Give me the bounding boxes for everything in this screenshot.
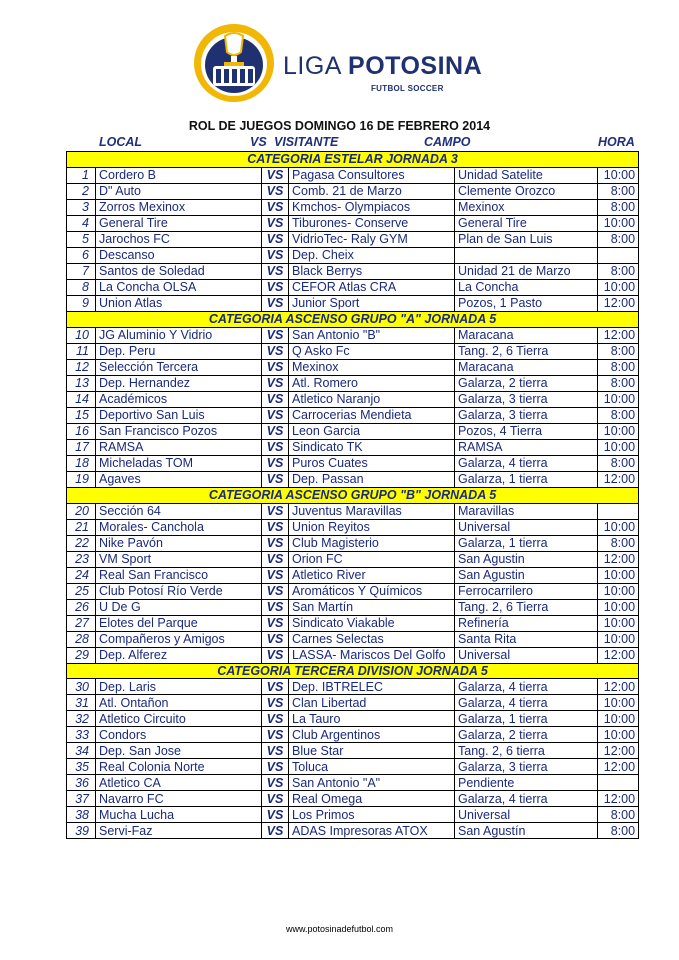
column-header-vs: VS	[250, 135, 267, 149]
vs-label: VS	[262, 679, 289, 695]
table-row	[67, 391, 639, 407]
field-name: Galarza, 1 tierra	[455, 535, 598, 551]
field-name: Pozos, 4 Tierra	[455, 423, 598, 439]
game-number: 16	[67, 423, 96, 439]
category-title: CATEGORIA ASCENSO GRUPO "A" JORNADA 5	[67, 311, 639, 327]
field-name: San Agustin	[455, 551, 598, 567]
field-name: Tang. 2, 6 Tierra	[455, 599, 598, 615]
game-number: 33	[67, 727, 96, 743]
vs-label: VS	[262, 503, 289, 519]
game-number: 27	[67, 615, 96, 631]
category-title: CATEGORIA ASCENSO GRUPO "B" JORNADA 5	[67, 487, 639, 503]
game-number: 15	[67, 407, 96, 423]
vs-label: VS	[262, 519, 289, 535]
vs-label: VS	[262, 247, 289, 263]
vs-label: VS	[262, 471, 289, 487]
visiting-team: Toluca	[289, 759, 455, 775]
vs-label: VS	[262, 791, 289, 807]
local-team: Morales- Canchola	[96, 519, 262, 535]
visiting-team: Blue Star	[289, 743, 455, 759]
column-header-campo: CAMPO	[424, 135, 471, 149]
game-number: 28	[67, 631, 96, 647]
table-row	[67, 423, 639, 439]
stadium-trophy-logo-icon	[191, 22, 281, 104]
game-number: 1	[67, 167, 96, 183]
local-team: RAMSA	[96, 439, 262, 455]
kickoff-time: 12:00	[598, 647, 639, 663]
game-number: 21	[67, 519, 96, 535]
table-row	[67, 727, 639, 743]
vs-label: VS	[262, 183, 289, 199]
game-number: 10	[67, 327, 96, 343]
field-name: Ferrocarrilero	[455, 583, 598, 599]
kickoff-time: 12:00	[598, 295, 639, 311]
kickoff-time: 10:00	[598, 615, 639, 631]
field-name: RAMSA	[455, 439, 598, 455]
field-name: San Agustín	[455, 823, 598, 839]
local-team: Zorros Mexinox	[96, 199, 262, 215]
kickoff-time: 10:00	[598, 583, 639, 599]
game-number: 17	[67, 439, 96, 455]
table-row	[67, 439, 639, 455]
game-number: 18	[67, 455, 96, 471]
field-name: Galarza, 1 tierra	[455, 711, 598, 727]
field-name: Unidad 21 de Marzo	[455, 263, 598, 279]
column-header-hora: HORA	[598, 135, 635, 149]
field-name: Universal	[455, 807, 598, 823]
table-row	[67, 231, 639, 247]
game-number: 38	[67, 807, 96, 823]
vs-label: VS	[262, 775, 289, 791]
visiting-team: Carnes Selectas	[289, 631, 455, 647]
table-row	[67, 679, 639, 695]
field-name: Galarza, 4 tierra	[455, 791, 598, 807]
game-number: 20	[67, 503, 96, 519]
local-team: Micheladas TOM	[96, 455, 262, 471]
field-name: Pozos, 1 Pasto	[455, 295, 598, 311]
kickoff-time: 8:00	[598, 407, 639, 423]
local-team: Dep. Hernandez	[96, 375, 262, 391]
table-row	[67, 807, 639, 823]
game-number: 7	[67, 263, 96, 279]
visiting-team: San Martín	[289, 599, 455, 615]
field-name: Galarza, 2 tierra	[455, 727, 598, 743]
kickoff-time: 8:00	[598, 199, 639, 215]
visiting-team: Puros Cuates	[289, 455, 455, 471]
table-row	[67, 375, 639, 391]
local-team: Navarro FC	[96, 791, 262, 807]
table-row	[67, 455, 639, 471]
kickoff-time: 12:00	[598, 743, 639, 759]
visiting-team: Carrocerias Mendieta	[289, 407, 455, 423]
table-row	[67, 183, 639, 199]
field-name: Galarza, 4 tierra	[455, 679, 598, 695]
vs-label: VS	[262, 439, 289, 455]
kickoff-time: 10:00	[598, 631, 639, 647]
game-number: 2	[67, 183, 96, 199]
vs-label: VS	[262, 583, 289, 599]
kickoff-time: 12:00	[598, 327, 639, 343]
local-team: Descanso	[96, 247, 262, 263]
vs-label: VS	[262, 263, 289, 279]
local-team: Santos de Soledad	[96, 263, 262, 279]
vs-label: VS	[262, 807, 289, 823]
field-name: Plan de San Luis	[455, 231, 598, 247]
local-team: Condors	[96, 727, 262, 743]
vs-label: VS	[262, 391, 289, 407]
field-name: Galarza, 3 tierra	[455, 759, 598, 775]
kickoff-time: 10:00	[598, 567, 639, 583]
table-row	[67, 695, 639, 711]
local-team: Deportivo San Luis	[96, 407, 262, 423]
visiting-team: LASSA- Mariscos Del Golfo	[289, 647, 455, 663]
visiting-team: Q Asko Fc	[289, 343, 455, 359]
local-team: Elotes del Parque	[96, 615, 262, 631]
field-name: Refinería	[455, 615, 598, 631]
field-name: San Agustin	[455, 567, 598, 583]
vs-label: VS	[262, 823, 289, 839]
vs-label: VS	[262, 327, 289, 343]
game-number: 36	[67, 775, 96, 791]
visiting-team: Real Omega	[289, 791, 455, 807]
field-name: Universal	[455, 647, 598, 663]
field-name	[455, 247, 598, 263]
kickoff-time: 8:00	[598, 807, 639, 823]
league-logo	[191, 22, 491, 104]
local-team: Nike Pavón	[96, 535, 262, 551]
kickoff-time: 10:00	[598, 167, 639, 183]
kickoff-time: 10:00	[598, 695, 639, 711]
table-row	[67, 551, 639, 567]
vs-label: VS	[262, 743, 289, 759]
vs-label: VS	[262, 567, 289, 583]
local-team: Servi-Faz	[96, 823, 262, 839]
field-name: Galarza, 4 tierra	[455, 695, 598, 711]
game-number: 11	[67, 343, 96, 359]
field-name: Tang. 2, 6 tierra	[455, 743, 598, 759]
table-row	[67, 263, 639, 279]
local-team: VM Sport	[96, 551, 262, 567]
visiting-team: Pagasa Consultores	[289, 167, 455, 183]
field-name: Galarza, 2 tierra	[455, 375, 598, 391]
kickoff-time: 8:00	[598, 535, 639, 551]
field-name: Galarza, 3 tierra	[455, 391, 598, 407]
game-number: 8	[67, 279, 96, 295]
table-row	[67, 759, 639, 775]
schedule-table	[66, 151, 639, 839]
game-number: 14	[67, 391, 96, 407]
game-number: 13	[67, 375, 96, 391]
table-row	[67, 711, 639, 727]
visiting-team: Orion FC	[289, 551, 455, 567]
local-team: Dep. Laris	[96, 679, 262, 695]
local-team: General Tire	[96, 215, 262, 231]
local-team: Atletico Circuito	[96, 711, 262, 727]
local-team: Union Atlas	[96, 295, 262, 311]
visiting-team: Club Argentinos	[289, 727, 455, 743]
kickoff-time: 8:00	[598, 183, 639, 199]
table-row	[67, 743, 639, 759]
kickoff-time: 12:00	[598, 679, 639, 695]
table-row	[67, 407, 639, 423]
vs-label: VS	[262, 167, 289, 183]
game-number: 35	[67, 759, 96, 775]
table-row	[67, 775, 639, 791]
table-row	[67, 583, 639, 599]
kickoff-time: 8:00	[598, 343, 639, 359]
table-row	[67, 199, 639, 215]
field-name: Tang. 2, 6 Tierra	[455, 343, 598, 359]
visiting-team: Clan Libertad	[289, 695, 455, 711]
game-number: 23	[67, 551, 96, 567]
game-number: 4	[67, 215, 96, 231]
visiting-team: Dep. Passan	[289, 471, 455, 487]
vs-label: VS	[262, 199, 289, 215]
local-team: JG Aluminio Y Vidrio	[96, 327, 262, 343]
vs-label: VS	[262, 727, 289, 743]
vs-label: VS	[262, 535, 289, 551]
game-number: 39	[67, 823, 96, 839]
field-name: Galarza, 3 tierra	[455, 407, 598, 423]
vs-label: VS	[262, 647, 289, 663]
visiting-team: Los Primos	[289, 807, 455, 823]
vs-label: VS	[262, 695, 289, 711]
local-team: Jarochos FC	[96, 231, 262, 247]
table-row	[67, 823, 639, 839]
field-name: Unidad Satelite	[455, 167, 598, 183]
kickoff-time	[598, 503, 639, 519]
kickoff-time	[598, 247, 639, 263]
visiting-team: Juventus Maravillas	[289, 503, 455, 519]
kickoff-time: 10:00	[598, 279, 639, 295]
field-name: Clemente Orozco	[455, 183, 598, 199]
visiting-team: Comb. 21 de Marzo	[289, 183, 455, 199]
visiting-team: Tiburones- Conserve	[289, 215, 455, 231]
field-name: Pendiente	[455, 775, 598, 791]
game-number: 32	[67, 711, 96, 727]
game-number: 34	[67, 743, 96, 759]
local-team: Académicos	[96, 391, 262, 407]
local-team: U De G	[96, 599, 262, 615]
local-team: Real San Francisco	[96, 567, 262, 583]
visiting-team: La Tauro	[289, 711, 455, 727]
vs-label: VS	[262, 551, 289, 567]
vs-label: VS	[262, 231, 289, 247]
vs-label: VS	[262, 423, 289, 439]
visiting-team: Kmchos- Olympiacos	[289, 199, 455, 215]
brand-light: LIGA	[283, 52, 341, 80]
table-row	[67, 791, 639, 807]
vs-label: VS	[262, 343, 289, 359]
game-number: 26	[67, 599, 96, 615]
table-row	[67, 599, 639, 615]
brand-name	[283, 52, 482, 81]
local-team: San Francisco Pozos	[96, 423, 262, 439]
category-title: CATEGORIA TERCERA DIVISION JORNADA 5	[67, 663, 639, 679]
page-title: ROL DE JUEGOS DOMINGO 16 DE FEBRERO 2014	[188, 119, 491, 133]
field-name: Universal	[455, 519, 598, 535]
field-name: La Concha	[455, 279, 598, 295]
kickoff-time: 8:00	[598, 359, 639, 375]
local-team: Dep. San Jose	[96, 743, 262, 759]
visiting-team: Sindicato TK	[289, 439, 455, 455]
visiting-team: Sindicato Viakable	[289, 615, 455, 631]
column-header-local: LOCAL	[99, 135, 143, 149]
kickoff-time: 10:00	[598, 423, 639, 439]
table-row	[67, 247, 639, 263]
visiting-team: Atletico River	[289, 567, 455, 583]
category-header-row	[67, 311, 639, 327]
visiting-team: Dep. IBTRELEC	[289, 679, 455, 695]
kickoff-time: 8:00	[598, 823, 639, 839]
kickoff-time: 8:00	[598, 455, 639, 471]
vs-label: VS	[262, 711, 289, 727]
local-team: D" Auto	[96, 183, 262, 199]
table-row	[67, 343, 639, 359]
vs-label: VS	[262, 599, 289, 615]
visiting-team: Dep. Cheix	[289, 247, 455, 263]
game-number: 30	[67, 679, 96, 695]
column-header-visitante: VISITANTE	[274, 135, 339, 149]
game-number: 24	[67, 567, 96, 583]
visiting-team: Mexinox	[289, 359, 455, 375]
game-number: 31	[67, 695, 96, 711]
category-header-row	[67, 152, 639, 168]
kickoff-time: 10:00	[598, 711, 639, 727]
visiting-team: CEFOR Atlas CRA	[289, 279, 455, 295]
brand-bold: POTOSINA	[348, 52, 483, 80]
kickoff-time: 10:00	[598, 519, 639, 535]
kickoff-time: 12:00	[598, 551, 639, 567]
footer-url: www.potosinadefutbol.com	[285, 924, 394, 934]
vs-label: VS	[262, 455, 289, 471]
visiting-team: Union Reyitos	[289, 519, 455, 535]
field-name: Santa Rita	[455, 631, 598, 647]
table-row	[67, 215, 639, 231]
kickoff-time: 8:00	[598, 263, 639, 279]
visiting-team: Atletico Naranjo	[289, 391, 455, 407]
local-team: Dep. Alferez	[96, 647, 262, 663]
vs-label: VS	[262, 359, 289, 375]
game-number: 19	[67, 471, 96, 487]
kickoff-time: 12:00	[598, 759, 639, 775]
category-title: CATEGORIA ESTELAR JORNADA 3	[67, 152, 639, 168]
game-number: 12	[67, 359, 96, 375]
game-number: 9	[67, 295, 96, 311]
local-team: Atletico CA	[96, 775, 262, 791]
vs-label: VS	[262, 279, 289, 295]
table-row	[67, 647, 639, 663]
visiting-team: Black Berrys	[289, 263, 455, 279]
kickoff-time	[598, 775, 639, 791]
local-team: Club Potosí Río Verde	[96, 583, 262, 599]
game-number: 3	[67, 199, 96, 215]
table-row	[67, 519, 639, 535]
vs-label: VS	[262, 375, 289, 391]
kickoff-time: 8:00	[598, 231, 639, 247]
kickoff-time: 10:00	[598, 391, 639, 407]
game-number: 37	[67, 791, 96, 807]
local-team: Compañeros y Amigos	[96, 631, 262, 647]
table-row	[67, 327, 639, 343]
vs-label: VS	[262, 407, 289, 423]
vs-label: VS	[262, 631, 289, 647]
game-number: 29	[67, 647, 96, 663]
table-row	[67, 535, 639, 551]
visiting-team: Junior Sport	[289, 295, 455, 311]
game-number: 5	[67, 231, 96, 247]
table-row	[67, 631, 639, 647]
kickoff-time: 10:00	[598, 727, 639, 743]
local-team: Mucha Lucha	[96, 807, 262, 823]
local-team: Selección Tercera	[96, 359, 262, 375]
visiting-team: ADAS Impresoras ATOX	[289, 823, 455, 839]
visiting-team: San Antonio "B"	[289, 327, 455, 343]
kickoff-time: 12:00	[598, 791, 639, 807]
visiting-team: VidrioTec- Raly GYM	[289, 231, 455, 247]
vs-label: VS	[262, 615, 289, 631]
vs-label: VS	[262, 759, 289, 775]
field-name: Maravillas	[455, 503, 598, 519]
game-number: 22	[67, 535, 96, 551]
visiting-team: Aromáticos Y Químicos	[289, 583, 455, 599]
category-header-row	[67, 487, 639, 503]
local-team: La Concha OLSA	[96, 279, 262, 295]
table-row	[67, 471, 639, 487]
kickoff-time: 10:00	[598, 599, 639, 615]
game-number: 6	[67, 247, 96, 263]
kickoff-time: 12:00	[598, 471, 639, 487]
kickoff-time: 10:00	[598, 439, 639, 455]
table-row	[67, 279, 639, 295]
local-team: Sección 64	[96, 503, 262, 519]
kickoff-time: 8:00	[598, 375, 639, 391]
kickoff-time: 10:00	[598, 215, 639, 231]
field-name: Mexinox	[455, 199, 598, 215]
field-name: General Tire	[455, 215, 598, 231]
field-name: Maracana	[455, 327, 598, 343]
visiting-team: Club Magisterio	[289, 535, 455, 551]
vs-label: VS	[262, 295, 289, 311]
field-name: Maracana	[455, 359, 598, 375]
local-team: Dep. Peru	[96, 343, 262, 359]
local-team: Agaves	[96, 471, 262, 487]
table-row	[67, 615, 639, 631]
table-row	[67, 295, 639, 311]
table-row	[67, 567, 639, 583]
visiting-team: Leon Garcia	[289, 423, 455, 439]
local-team: Real Colonia Norte	[96, 759, 262, 775]
brand-tagline: FUTBOL SOCCER	[371, 84, 444, 93]
category-header-row	[67, 663, 639, 679]
game-number: 25	[67, 583, 96, 599]
local-team: Atl. Ontañon	[96, 695, 262, 711]
table-row	[67, 503, 639, 519]
vs-label: VS	[262, 215, 289, 231]
field-name: Galarza, 1 tierra	[455, 471, 598, 487]
table-row	[67, 167, 639, 183]
local-team: Cordero B	[96, 167, 262, 183]
field-name: Galarza, 4 tierra	[455, 455, 598, 471]
table-row	[67, 359, 639, 375]
visiting-team: San Antonio "A"	[289, 775, 455, 791]
visiting-team: Atl. Romero	[289, 375, 455, 391]
